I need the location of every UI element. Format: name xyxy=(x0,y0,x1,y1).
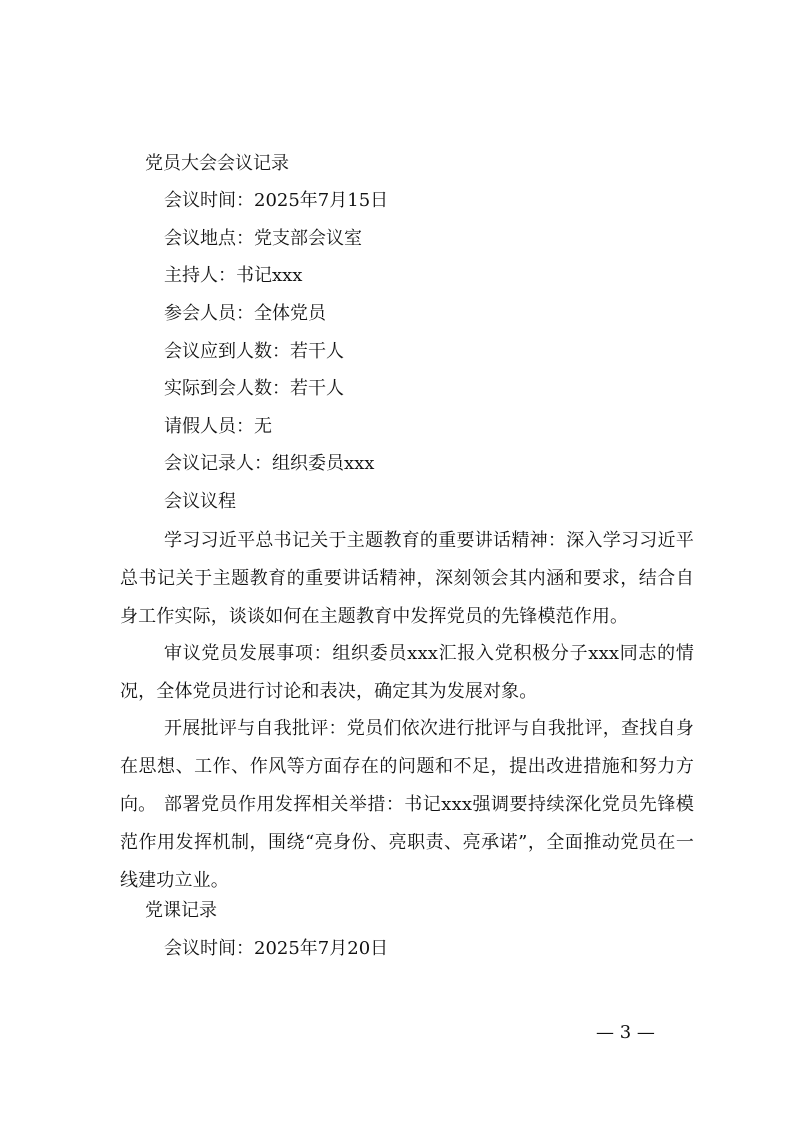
agenda-item-4: 部署党员作用发挥相关举措：书记xxx强调要持续深化党员先锋模范作用发挥机制，围绕“亮身份、亮职责、亮承诺”，全面推动党员在一线建功立业。 xyxy=(120,794,694,891)
meeting-recorder: 会议记录人：组织委员xxx xyxy=(164,453,375,474)
agenda-item-2: 审议党员发展事项：组织委员xxx汇报入党积极分子xxx同志的情况，全体党员进行讨论和表决，确定其为发展对象。 xyxy=(120,643,694,702)
meeting-location: 会议地点：党支部会议室 xyxy=(164,228,362,249)
agenda-title: 会议议程 xyxy=(164,491,236,512)
meeting-attendees: 参会人员：全体党员 xyxy=(164,303,326,324)
actual-attendance: 实际到会人数：若干人 xyxy=(164,378,344,399)
lesson-time: 会议时间：2025年7月20日 xyxy=(164,938,389,959)
meeting-host: 主持人：书记xxx xyxy=(164,265,303,286)
page-number: — 3 — xyxy=(596,1022,655,1043)
leave-personnel: 请假人员：无 xyxy=(164,416,272,437)
expected-attendance: 会议应到人数：若干人 xyxy=(164,341,344,362)
agenda-item-1: 学习习近平总书记关于主题教育的重要讲话精神：深入学习习近平总书记关于主题教育的重要讲话精神，深刻领会其内涵和要求，结合自身工作实际，谈谈如何在主题教育中发挥党员的先锋模范作用。 xyxy=(120,530,694,627)
meeting-title: 党员大会会议记录 xyxy=(145,153,289,174)
meeting-time: 会议时间：2025年7月15日 xyxy=(164,190,389,211)
agenda-item-3: 开展批评与自我批评：党员们依次进行批评与自我批评，查找自身在思想、工作、作风等方面存在的问题和不足，提出改进措施和努力方向。 xyxy=(120,718,694,815)
lesson-title: 党课记录 xyxy=(145,900,217,921)
